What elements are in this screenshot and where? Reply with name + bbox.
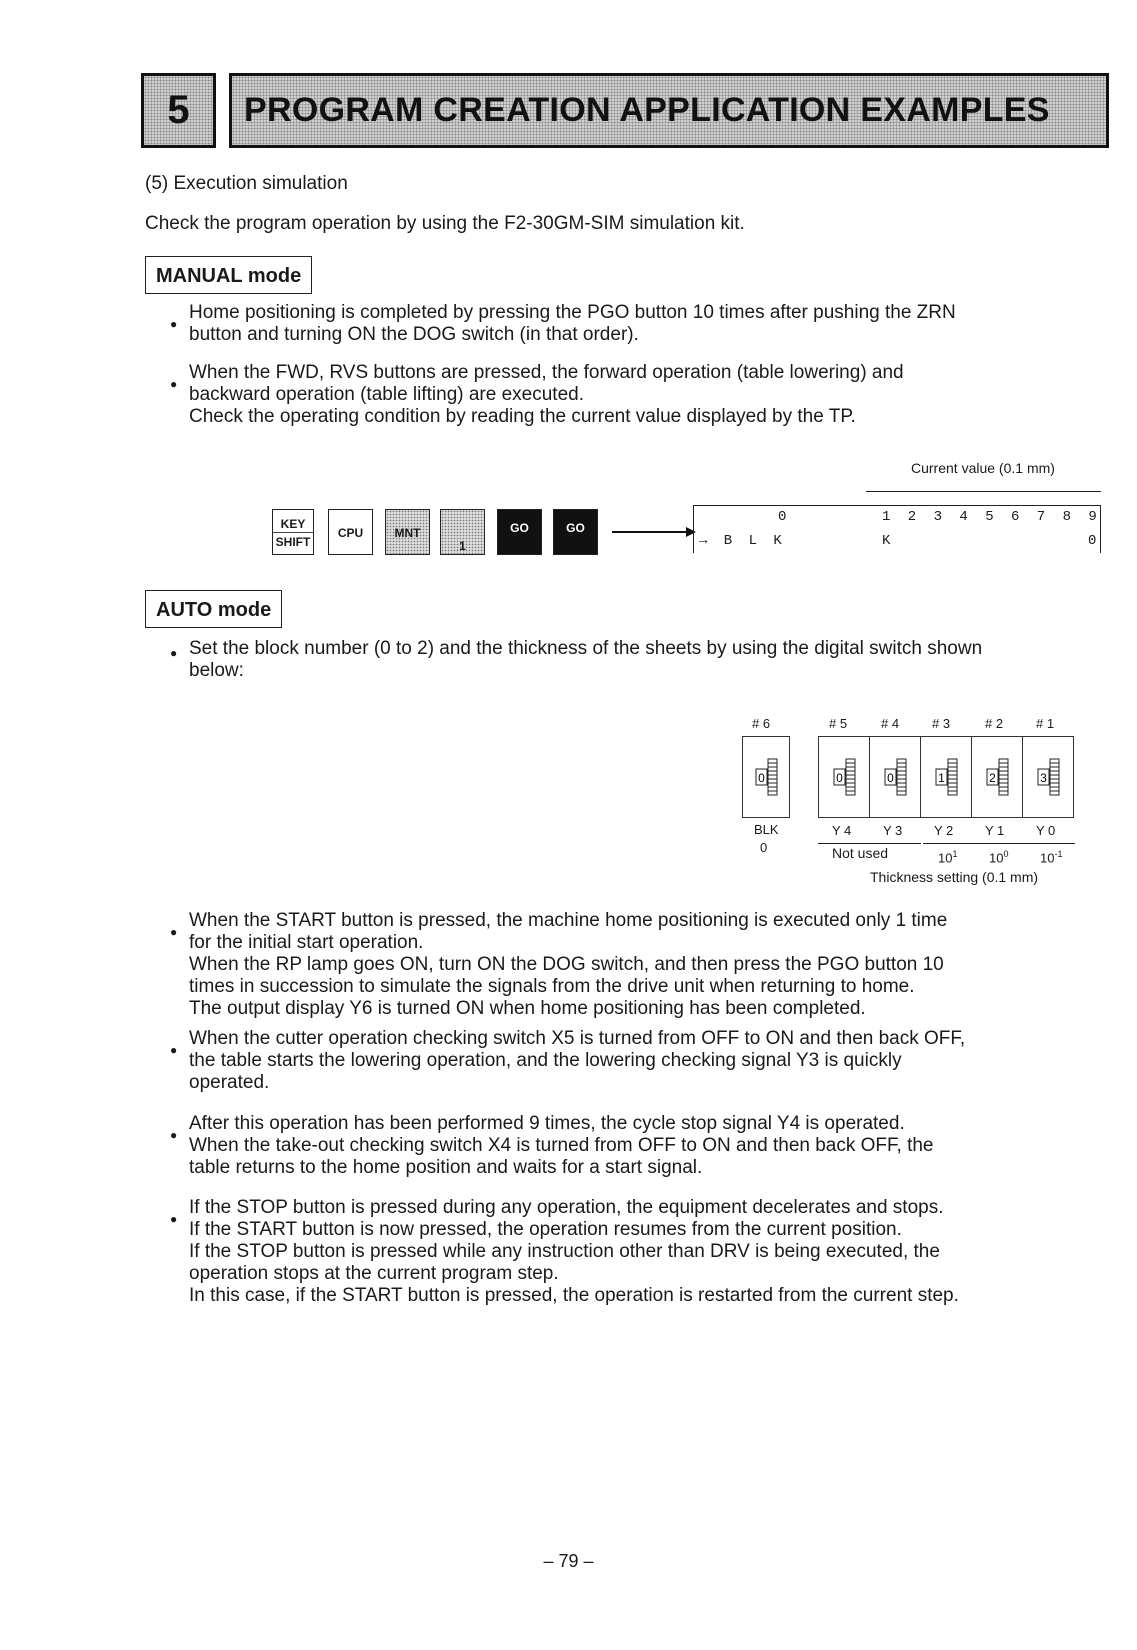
manual-mode-label: MANUAL mode (145, 256, 312, 294)
switch-number-1: # 1 (1036, 716, 1055, 731)
y-label-2: Y 2 (934, 823, 954, 838)
bullet-icon: ● (170, 1128, 178, 1142)
go-key-button[interactable]: GO (553, 509, 598, 555)
thumbwheel-icon (753, 757, 779, 797)
y-label-4: Y 4 (832, 823, 852, 838)
thumbwheel-icon (831, 757, 857, 797)
auto-bullet-intro: Set the block number (0 to 2) and the thickness of the sheets by using the digital switch shown below: (189, 638, 983, 681)
page-number: – 79 – (543, 1551, 594, 1571)
auto-bullet-2: When the cutter operation checking switch X5 is turned from OFF to ON and then back OFF, the table starts the lowering operation, and the lowering checking signal Y3 is quickly operated. (189, 1028, 966, 1093)
display-value: 0 (1088, 533, 1097, 549)
svg-text:0: 0 (887, 771, 894, 785)
go-key-button[interactable]: GO (497, 509, 542, 555)
display-digit: 1 (882, 509, 891, 525)
y-label-3: Y 3 (883, 823, 903, 838)
y-label-0: Y 0 (1036, 823, 1056, 838)
auto-bullet-1: When the START button is pressed, the machine home positioning is executed only 1 time for the initial start operation. When the RP lamp goes ON, turn ON the DOG switch, and then press the PGO button 10 times in succession to simulate the signals from the drive unit when returning to home. The output display Y6 is turned ON when home positioning has been completed. (189, 910, 948, 1019)
section-heading: (5) Execution simulation (145, 173, 348, 194)
blk-label: BLK (754, 822, 779, 837)
display-digit: 5 (985, 509, 994, 525)
switch-number-2: # 2 (985, 716, 1004, 731)
one-key-button[interactable]: 1 (440, 509, 485, 555)
thumbwheel-switch-6[interactable] (742, 736, 790, 818)
thickness-rule (923, 843, 1075, 844)
thumbwheel-icon (1035, 757, 1061, 797)
thickness-label: Thickness setting (0.1 mm) (870, 869, 1039, 885)
chapter-number: 5 (141, 73, 216, 148)
switch-number-4: # 4 (881, 716, 900, 731)
switch-number-3: # 3 (932, 716, 951, 731)
arrow-right-icon (612, 525, 696, 539)
thumbwheel-switch-2[interactable] (971, 736, 1023, 818)
auto-mode-label: AUTO mode (145, 590, 282, 628)
display-zero: 0 (778, 509, 787, 525)
not-used-rule (818, 843, 921, 844)
thumbwheel-switch-3[interactable] (920, 736, 972, 818)
display-digit: 4 (959, 509, 968, 525)
display-digit: 3 (933, 509, 942, 525)
bullet-icon: ● (170, 1043, 178, 1057)
power-label-minus1: $10^{-1}$ (1040, 849, 1063, 866)
bullet-icon: ● (170, 317, 178, 331)
blk-value: 0 (760, 840, 768, 855)
bullet-icon: ● (170, 646, 178, 660)
current-value-bracket (866, 491, 1101, 492)
chapter-title: PROGRAM CREATION APPLICATION EXAMPLES (229, 73, 1109, 148)
power-label-1: $10^1$ (938, 849, 958, 866)
thumbwheel-icon (933, 757, 959, 797)
auto-bullet-3: After this operation has been performed 9 times, the cycle stop signal Y4 is operated. When the take-out checking switch X4 is turned from OFF to ON and then back OFF, the table returns to the home position and waits for a start signal. (189, 1113, 934, 1178)
thumbwheel-switch-5[interactable] (818, 736, 870, 818)
display-digit: 2 (907, 509, 917, 525)
display-blk: → B L K (699, 533, 786, 549)
display-digit: 9 (1088, 509, 1097, 525)
display-digit: 8 (1062, 509, 1071, 525)
svg-text:0: 0 (758, 771, 765, 785)
thumbwheel-switch-4[interactable] (869, 736, 921, 818)
manual-bullet-1: Home positioning is completed by pressing the PGO button 10 times after pushing the ZRN button and turning ON the DOG switch (in that order). (189, 302, 956, 345)
switch-number-6: # 6 (752, 716, 771, 731)
display-digit: 7 (1036, 509, 1046, 525)
mnt-key-button[interactable]: MNT (385, 509, 430, 555)
auto-bullet-4: If the STOP button is pressed during any operation, the equipment decelerates and stops. If the START button is now pressed, the operation resumes from the current position. If the STOP button is pressed while any instruction other than DRV is being executed, the operation stops at the current program step. In this case, if the START button is pressed, the operation is restarted from the current step. (189, 1197, 959, 1306)
svg-text:0: 0 (836, 771, 843, 785)
y-label-1: Y 1 (985, 823, 1005, 838)
thumbwheel-icon (882, 757, 908, 797)
manual-bullet-2: When the FWD, RVS buttons are pressed, the forward operation (table lowering) and backward operation (table lifting) are executed. Check the operating condition by reading the current value displayed by the TP. (189, 362, 904, 427)
not-used-label: Not used (832, 845, 889, 861)
cpu-key-button[interactable]: CPU (328, 509, 373, 555)
display-digit: 6 (1011, 509, 1020, 525)
thumbwheel-icon (984, 757, 1010, 797)
thumbwheel-switch-1[interactable] (1022, 736, 1074, 818)
svg-text:3: 3 (1040, 771, 1047, 785)
key-shift-button[interactable]: KEY SHIFT (272, 509, 314, 555)
power-label-0: $10^0$ (989, 849, 1009, 866)
bullet-icon: ● (170, 925, 178, 939)
current-value-label: Current value (0.1 mm) (911, 460, 1055, 476)
svg-text:2: 2 (989, 771, 996, 785)
switch-number-5: # 5 (829, 716, 848, 731)
bullet-icon: ● (170, 377, 178, 391)
svg-text:1: 1 (938, 771, 945, 785)
bullet-icon: ● (170, 1212, 178, 1226)
display-k: K (882, 533, 891, 549)
section-intro: Check the program operation by using the F2-30GM-SIM simulation kit. (145, 213, 745, 234)
